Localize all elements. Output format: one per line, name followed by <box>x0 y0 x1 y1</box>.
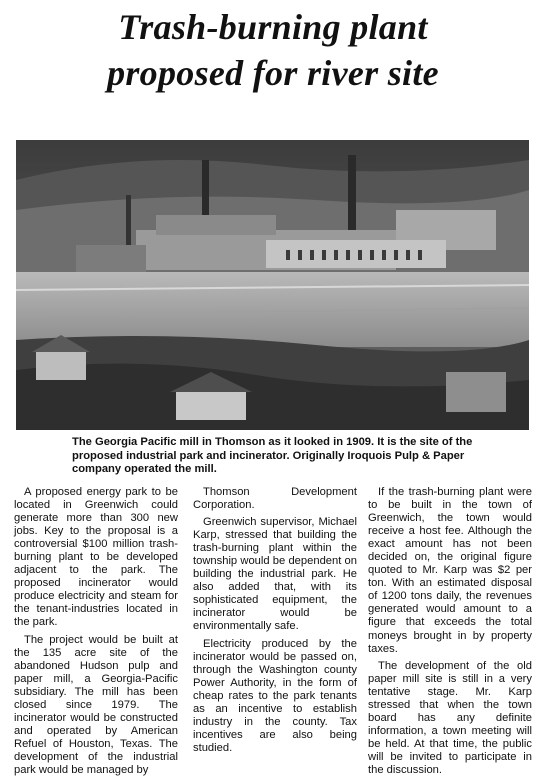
article-column-3 <box>368 486 532 777</box>
photo-caption: The Georgia Pacific mill in Thomson as it looked in 1909. It is the site of the proposed industrial park and incinerator. Originally Iroquois Pulp & Paper company operated the mill. <box>72 436 473 475</box>
mill-photo <box>16 140 529 430</box>
article-paragraph: Thomson Development Corporation. <box>193 486 357 512</box>
headline-line-1: Trash-burning plant <box>118 7 428 47</box>
article-paragraph: Electricity produced by the incinerator would be passed on, through the Washington county Power Authority, in the form of cheap rates to the park tenants as an incentive to establish industry in the county. Tax incentives are also being studied. <box>193 637 357 754</box>
headline <box>0 4 546 96</box>
mill-photo-drawing <box>16 140 529 430</box>
article-paragraph: The development of the old paper mill site is still in a very tentative stage. Mr. Karp stressed that when the town board has any definite information, a town meeting will be held. At that time, the public will be invited to participate in the discussion. <box>368 659 532 776</box>
article-paragraph: A proposed energy park to be located in Greenwich could generate more than 300 new jobs. Key to the proposal is a controversial $100 million trash-burning plant to be developed adjacent to the park. The proposed incinerator would produce electricity and steam for the tenant-industries located in the park. <box>14 486 178 629</box>
article-paragraph: If the trash-burning plant were to be built in the town of Greenwich, the town would receive a host fee. Although the exact amount has not been decided on, the original figure quoted to Mr. Karp was $2 per ton. With an estimated disposal of 1200 tons daily, the revenues generated would amount to a figure that exceeds the total moneys brought in by property taxes. <box>368 486 532 655</box>
article-column-2 <box>193 486 357 755</box>
article-paragraph: Greenwich supervisor, Michael Karp, stressed that building the trash-burning plant within the township would be dependent on building the industrial park. He also added that, with its sophisticated equipment, the incinerator would be environmentally safe. <box>193 516 357 633</box>
article-column-1 <box>14 486 178 777</box>
article-paragraph: The project would be built at the 135 acre site of the abandoned Hudson pulp and paper mill, a Georgia-Pacific subsidiary. The mill has been closed since 1979. The incinerator would be constructed and operated by American Refuel of Houston, Texas. The development of the industrial park would be managed by <box>14 633 178 776</box>
headline-line-2: proposed for river site <box>107 53 439 93</box>
